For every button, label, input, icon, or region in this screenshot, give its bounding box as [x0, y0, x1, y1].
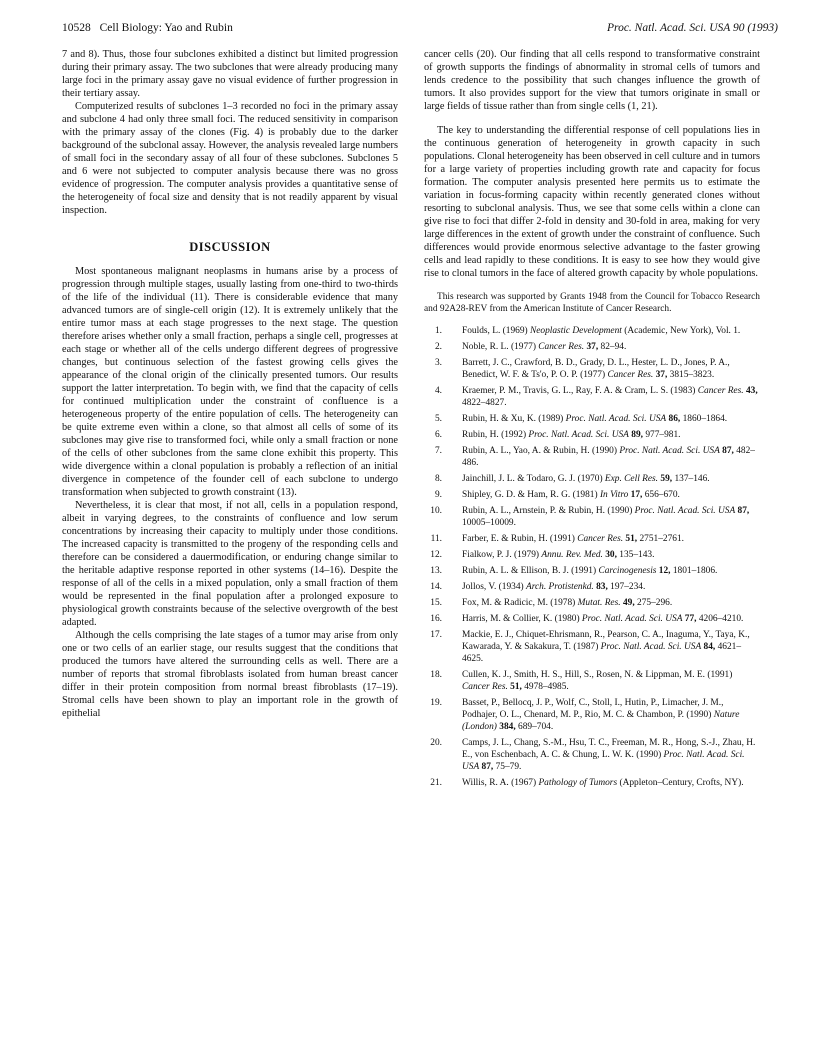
reference-item [424, 737, 760, 773]
reference-item [424, 505, 760, 529]
reference-number: 3. [434, 358, 442, 368]
reference-journal: Cancer Res. [538, 342, 585, 352]
reference-pages: 4206–4210. [696, 614, 744, 624]
reference-item [424, 357, 760, 381]
journal-citation: Proc. Natl. Acad. Sci. USA 90 (1993) [607, 22, 778, 34]
reference-journal: Neoplastic Development [529, 326, 622, 336]
reference-item [424, 629, 760, 665]
reference-number: 14. [430, 582, 442, 592]
reference-authors: Camps, J. L., Chang, S.-M., Hsu, T. C., Freeman, M. R., Hong, S.-J., Zhau, H. E., von Eschenbach, A. C. & Chung, L. W. K. (1990) [462, 738, 756, 760]
reference-item [424, 473, 760, 485]
reference-number: 9. [434, 490, 442, 500]
reference-authors: Kraemer, P. M., Travis, G. L., Ray, F. A. & Cram, L. S. (1983) [462, 386, 698, 396]
paragraph: Nevertheless, it is clear that most, if not all, cells in a population respond, albeit in varying degrees, to the constraints of confluence and low serum concentrations by increasing their capacity to multiply under those conditions. The increased capacity is transmitted to the progeny of the responding cells and therefore can be considered a dauermodification, or enduring change similar to the heritable adaptive response reported in other systems (14–16). Despite the response of all of the cells in a mixed population, only a small fraction of them would be represented in the final population after a prolonged exposure to physiological growth constraints because of the selective overgrowth of the best adapted. [62, 500, 398, 628]
reference-volume: 87, [719, 446, 734, 456]
reference-authors: Jainchill, J. L. & Todaro, G. J. (1970) [462, 474, 605, 484]
reference-list [424, 325, 760, 789]
reference-authors: Rubin, A. L. & Ellison, B. J. (1991) [462, 566, 599, 576]
reference-authors: Fox, M. & Radicic, M. (1978) [462, 598, 578, 608]
reference-journal: Proc. Natl. Acad. Sci. USA [581, 614, 683, 624]
reference-volume: 384, [496, 722, 516, 732]
reference-number: 10. [430, 506, 442, 516]
reference-item [424, 697, 760, 733]
reference-number: 21. [430, 778, 442, 788]
reference-authors: Farber, E. & Rubin, H. (1991) [462, 534, 578, 544]
reference-item [424, 445, 760, 469]
reference-pages: 137–146. [672, 474, 710, 484]
reference-pages: 10005–10009. [462, 518, 516, 528]
reference-journal: Pathology of Tumors [538, 778, 618, 788]
reference-journal: Proc. Natl. Acad. Sci. USA [600, 642, 702, 652]
reference-volume: 89, [628, 430, 643, 440]
reference-authors: Foulds, L. (1969) [462, 326, 530, 336]
reference-item [424, 413, 760, 425]
reference-volume: 43, [743, 386, 758, 396]
reference-authors: Willis, R. A. (1967) [462, 778, 539, 788]
reference-item [424, 777, 760, 789]
page-header [62, 22, 778, 38]
reference-number: 15. [430, 598, 442, 608]
reference-pages: 4621–4625. [462, 642, 742, 664]
reference-pages: 3815–3823. [667, 370, 715, 380]
left-column [62, 48, 398, 720]
reference-authors: Rubin, H. (1992) [462, 430, 529, 440]
reference-authors: Fialkow, P. J. (1979) [462, 550, 542, 560]
paragraph: cancer cells (20). Our finding that all cells respond to transformative constraint of growth supports the findings of abnormality in stromal cells of tumors and lends credence to the possibility that such changes influence the growth of tumors. It also provides support for the view that tumors originate in small or large fields of tissue rather than from single cells (1, 21). [424, 49, 760, 112]
reference-pages: 4978–4985. [521, 682, 569, 692]
reference-authors: Rubin, H. & Xu, K. (1989) [462, 414, 566, 424]
reference-volume: 84, [701, 642, 716, 652]
reference-journal: Carcinogenesis [598, 566, 657, 576]
reference-item [424, 597, 760, 609]
reference-item [424, 581, 760, 593]
reference-volume: 51, [507, 682, 522, 692]
reference-pages: 2751–2761. [637, 534, 684, 544]
reference-journal: Cancer Res. [607, 370, 654, 380]
section-authors: Cell Biology: Yao and Rubin [99, 22, 233, 34]
reference-number: 18. [430, 670, 442, 680]
reference-pages: (Appleton–Century, Crofts, NY). [617, 778, 744, 788]
reference-item [424, 341, 760, 353]
reference-authors: Mackie, E. J., Chiquet-Ehrismann, R., Pearson, C. A., Inaguma, Y., Taya, K., Kawarada, Y. & Sakakura, T. (1987) [462, 630, 750, 652]
reference-number: 8. [434, 474, 442, 484]
reference-number: 12. [430, 550, 442, 560]
reference-journal: Proc. Natl. Acad. Sci. USA [619, 446, 720, 456]
reference-authors: Shipley, G. D. & Ham, R. G. (1981) [462, 490, 600, 500]
reference-number: 20. [430, 738, 442, 748]
reference-journal: Proc. Natl. Acad. Sci. USA [565, 414, 667, 424]
reference-volume: 12, [656, 566, 671, 576]
reference-item [424, 565, 760, 577]
paragraph: 7 and 8). Thus, those four subclones exhibited a distinct but limited progression during their primary assay. The two subclones that were already producing many large foci in the primary assay gave no visual evidence of further progression in their tertiary assay. [62, 49, 398, 99]
reference-number: 16. [430, 614, 442, 624]
reference-number: 4. [434, 386, 442, 396]
reference-item [424, 489, 760, 501]
discussion-heading: DISCUSSION [189, 240, 271, 254]
reference-pages: 75–79. [493, 762, 522, 772]
reference-pages: 689–704. [515, 722, 554, 732]
reference-journal: Cancer Res. [462, 682, 508, 692]
reference-journal: Exp. Cell Res. [604, 474, 659, 484]
reference-item [424, 533, 760, 545]
reference-journal: Proc. Natl. Acad. Sci. USA [634, 506, 736, 516]
reference-volume: 86, [666, 414, 681, 424]
reference-volume: 87, [479, 762, 494, 772]
reference-authors: Cullen, K. J., Smith, H. S., Hill, S., Rosen, N. & Lippman, M. E. (1991) [462, 670, 733, 680]
reference-item [424, 325, 760, 337]
reference-pages: 275–296. [634, 598, 673, 608]
paragraph: Most spontaneous malignant neoplasms in humans arise by a process of progression through multiple stages, usually lasting from one-third to two-thirds of the life of the individual (11). There is considerable evidence that many advanced tumors are of single-cell origin (12). It is extremely unlikely that the entire tumor mass at each stage progresses to the next stage. The question therefore arises whether only a small fraction, perhaps a single cell, progresses at each stage or whether all of the cells undergo different degrees of progressive changes, but continuous selection of the fastest growing cells gives the appearance of the clonal origin of the clinically presented tumors. Our results support the latter interpretation. To begin with, we find that the capacity of cells for continued multiplication under the constraint of confluence is a heterogeneous property of the entire population of cells. The heterogeneity can be quite extreme even within a clone, so that almost all cells of some of its subclones may give rise to transformed foci, while only a small fraction or none of the cells of other subclones from the same clone exhibit this property. This wide divergence within a clonal population is probably a reflection of an initial divergence in competence of the founder cell of each subclone to undergo transformation when subjected to growth constraint (13). [62, 266, 398, 498]
reference-journal: Nature (London) [462, 710, 740, 732]
reference-journal: Cancer Res. [577, 534, 624, 544]
reference-number: 11. [430, 534, 442, 544]
reference-pages: 4822–4827. [462, 398, 507, 408]
reference-item [424, 385, 760, 409]
reference-number: 13. [430, 566, 442, 576]
reference-pages: 135–143. [616, 550, 655, 560]
reference-journal: Proc. Natl. Acad. Sci. USA [528, 430, 629, 440]
reference-journal: Annu. Rev. Med. [541, 550, 603, 560]
reference-authors: Harris, M. & Collier, K. (1980) [462, 614, 582, 624]
reference-pages: 482–486. [462, 446, 755, 468]
paragraph: Computerized results of subclones 1–3 recorded no foci in the primary assay and subclone 4 had only three small foci. The reduced sensitivity in comparison with the primary assay of the clones (Fig. 4) is probably due to the darker background of the subclonal assay. However, the analysis revealed large numbers of small foci in the secondary assay of all four of these subclones. Subclones 5 and 6 were not subjected to computer analysis because there was no gross evidence of progression. The computer analysis provides a quantitative sense of the heterogeneity of focal size and density that is not readily apparent by visual inspection. [62, 101, 398, 216]
reference-number: 19. [430, 698, 442, 708]
reference-item [424, 429, 760, 441]
reference-item [424, 613, 760, 625]
reference-journal: Cancer Res. [697, 386, 744, 396]
reference-number: 1. [434, 326, 442, 336]
reference-volume: 51, [623, 534, 638, 544]
reference-pages: 1801–1806. [670, 566, 718, 576]
reference-journal: In Vitro [599, 490, 629, 500]
reference-item [424, 669, 760, 693]
reference-authors: Jollos, V. (1934) [462, 582, 526, 592]
reference-volume: 37, [653, 370, 668, 380]
reference-pages: 1860–1864. [680, 414, 728, 424]
reference-number: 5. [434, 414, 442, 424]
paragraph: Although the cells comprising the late stages of a tumor may arise from only one or two cells of an earlier stage, our results suggest that the conditions that produced the tumors have altered the surrounding cells as well. There are a number of reports that stromal fibroblasts isolated from human breast cancer differ in their protein composition from normal breast fibroblasts (17–19). Stromal cells have been shown to play an important role in the growth of epithelial [62, 630, 398, 719]
reference-pages: (Academic, New York), Vol. 1. [621, 326, 741, 336]
reference-volume: 59, [658, 474, 673, 484]
acknowledgment: This research was supported by Grants 1948 from the Council for Tobacco Research and 92A28-REV from the American Institute of Cancer Research. [424, 292, 760, 314]
reference-journal: Arch. Protistenkd. [525, 582, 594, 592]
reference-authors: Basset, P., Bellocq, J. P., Wolf, C., Stoll, I., Hutin, P., Limacher, J. M., Podhajer, O. L., Chenard, M. P., Rio, M. C. & Chambon, P. (1990) [462, 698, 724, 720]
reference-volume: 30, [602, 550, 617, 560]
reference-journal: Mutat. Res. [577, 598, 621, 608]
reference-volume: 77, [682, 614, 697, 624]
reference-pages: 656–670. [642, 490, 680, 500]
page-number: 10528 [62, 22, 91, 34]
reference-number: 2. [434, 342, 442, 352]
reference-authors: Rubin, A. L., Arnstein, P. & Rubin, H. (1990) [462, 506, 635, 516]
right-column [424, 48, 760, 793]
reference-pages: 82–94. [598, 342, 627, 352]
reference-volume: 87, [735, 506, 750, 516]
reference-number: 6. [434, 430, 442, 440]
reference-pages: 197–234. [607, 582, 646, 592]
header-left [62, 22, 233, 34]
reference-number: 7. [434, 446, 442, 456]
reference-pages: 977–981. [642, 430, 681, 440]
reference-volume: 83, [593, 582, 608, 592]
reference-volume: 17, [628, 490, 643, 500]
reference-journal: Proc. Natl. Acad. Sci. USA [462, 750, 745, 772]
reference-authors: Rubin, A. L., Yao, A. & Rubin, H. (1990) [462, 446, 620, 456]
reference-authors: Barrett, J. C., Crawford, B. D., Grady, D. L., Hester, L. D., Jones, P. A., Benedict, W. F. & Ts'o, P. O. P. (1977) [462, 358, 730, 380]
paragraph: The key to understanding the differential response of cell populations lies in the continuous generation of heterogeneity in growth capacity in such populations. Clonal heterogeneity has been observed in cell culture and in tumors for a large variety of properties including growth rate and capacity for focus formation. The computer analysis presented here permits us to estimate the variation in focus-forming capacity within recently generated clones without resorting to subclonal analysis. Thus, we see that some cells within a clone can give rise to foci that differ 2-fold in density and 30-fold in area, making for very large differences in the extent of growth under the constraint of confluence. Such differences would provide enormous selective advantage to the faster growing cells and lead rapidly to these conditions. It is easy to see how they would give rise to clonal tumors in the face of altered growth capacity by whole populations. [424, 125, 760, 279]
reference-volume: 37, [584, 342, 599, 352]
reference-number: 17. [430, 630, 442, 640]
reference-item [424, 549, 760, 561]
reference-authors: Noble, R. L. (1977) [462, 342, 539, 352]
reference-volume: 49, [620, 598, 635, 608]
